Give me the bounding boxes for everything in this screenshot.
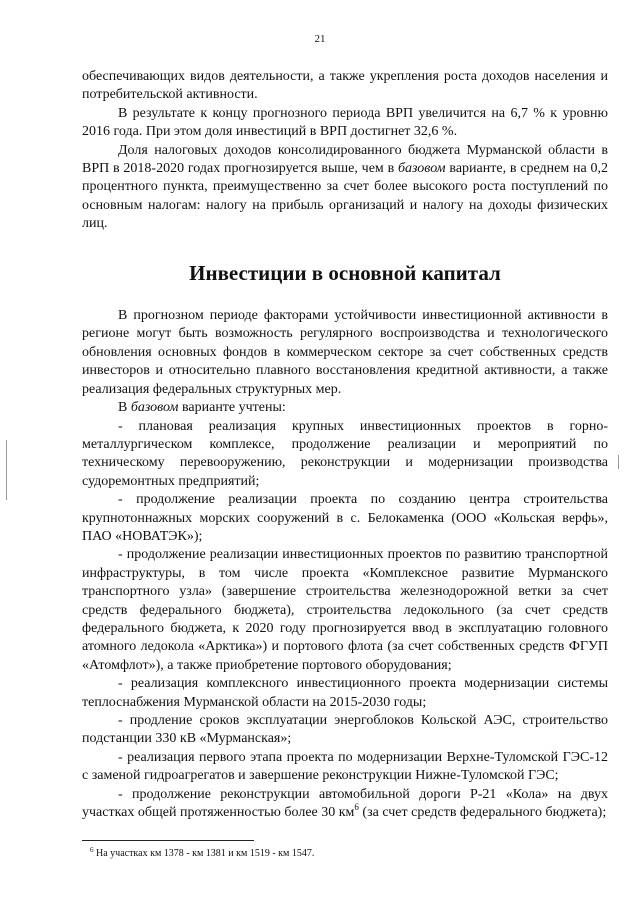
list-item-transport: - продолжение реализации инвестиционных проектов по развитию транспортной инфраструктуры, в том числе проекта «Комплексное развитие Мурманского транспортного узла» (завершение строительства железнодорожной ветки за счет средств федерального бюджета), строительства ледокольного (за счет средств федерального бюджета, к 2020 году прогнозируется ввод в эксплуатацию головного атомного ледокола «Арктика») и портового флота (за счет собственных средств ФГУП «Атомфлот»), а также приобретение портового оборудования; [82, 547, 608, 673]
road-text-2: (за счет средств федерального бюджета); [358, 805, 607, 821]
lead-italic: базовом [130, 400, 179, 416]
list-item-hydro: - реализация первого этапа проекта по модернизации Верхне-Туломской ГЭС-12 с заменой гидроагрегатов и завершение реконструкции Нижне-Туломской ГЭС; [82, 749, 608, 784]
footnote-separator [82, 840, 254, 841]
list-item-belokamenka: - продолжение реализации проекта по созданию центра строительства крупнотоннажных морских сооружений в с. Белокаменка (ООО «Кольская верфь», ПАО «НОВАТЭК»); [82, 492, 608, 544]
paragraph-continuation: обеспечивающих видов деятельности, а также укрепления роста доходов населения и потребительской активности. [82, 69, 608, 103]
scan-margin-mark [6, 440, 7, 500]
paragraph-base-variant-lead [82, 399, 608, 417]
list-item-mining: - плановая реализация крупных инвестиционных проектов в горно-металлургическом комплексе, продолжение реализации и мероприятий по техническому перевооружению, реконструкции и модернизации производства судоремонтных предприятий; [82, 418, 608, 489]
footnote-ref: 6 [354, 802, 359, 813]
list-item-kola-npp: - продление сроков эксплуатации энергоблоков Кольской АЭС, строительство подстанции 330 кВ «Мурманская»; [82, 713, 608, 747]
tax-share-text-2: варианте, в среднем на 0,2 процентного пункта, преимущественно за счет более высокого роста поступлений по основным налогам: налогу на прибыль организаций и налогу на доходы физических лиц. [82, 161, 609, 232]
lead-text-1: В [118, 400, 131, 416]
road-text-1: - продолжение реконструкции автомобильной дороги Р-21 «Кола» на двух участках общей протяженностью более 30 км [82, 786, 608, 821]
tax-share-italic: базовом [397, 161, 446, 177]
scan-margin-mark [618, 455, 619, 469]
paragraph-investment-intro: В прогнозном периоде факторами устойчивости инвестиционной активности в регионе могут быть возможность регулярного воспроизводства и технологического обновления основных фондов в коммерческом секторе за счет собственных средств инвесторов и относительно плавного восстановления кредитной активности, а также реализация федеральных структурных мер. [82, 308, 608, 397]
section-heading: Инвестиции в основной капитал [189, 260, 501, 285]
tax-share-text-1: Доля налоговых доходов консолидированного бюджета Мурманской области в ВРП в 2018-2020 годах прогнозируется выше, чем в [82, 142, 608, 177]
paragraph-grp-result: В результате к концу прогнозного периода ВРП увеличится на 6,7 % к уровню 2016 года. При этом доля инвестиций в ВРП достигнет 32,6 %. [82, 105, 608, 140]
paragraph-tax-share [82, 142, 608, 234]
page-body [82, 68, 608, 822]
page-number: 21 [314, 33, 326, 45]
footnote-marker: 6 [90, 846, 94, 854]
lead-text-2: варианте учтены: [178, 400, 286, 416]
list-item-road [82, 786, 608, 823]
footnote [90, 848, 590, 860]
list-item-heating: - реализация комплексного инвестиционного проекта модернизации системы теплоснабжения Мурманской области на 2015-2030 годы; [82, 676, 608, 710]
footnote-text: На участках км 1378 - км 1381 и км 1519 - км 1547. [93, 848, 315, 859]
